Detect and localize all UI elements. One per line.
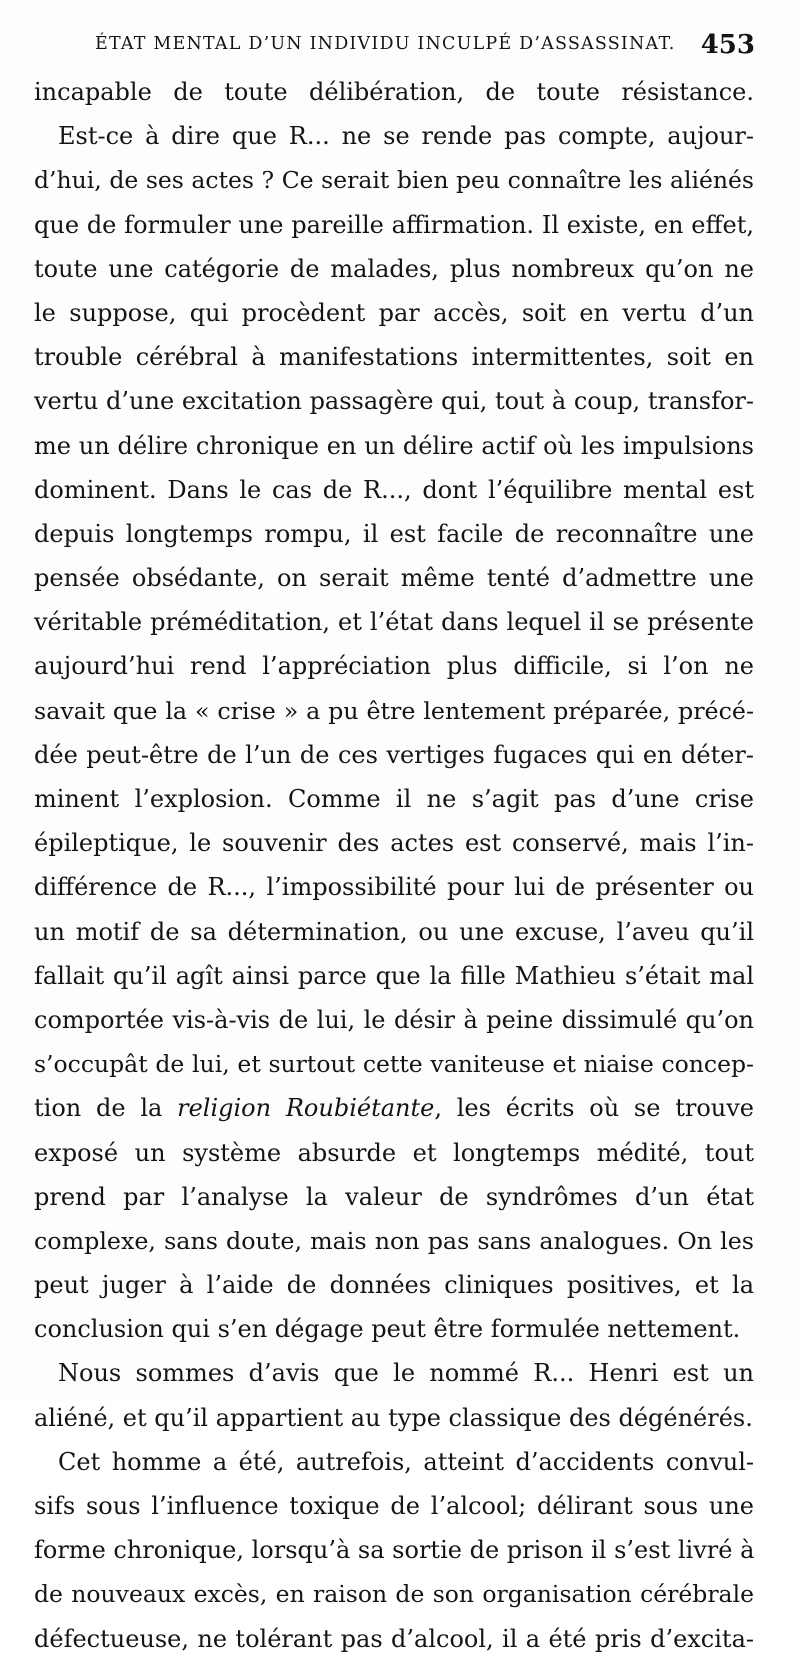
text-line: conclusion qui s’en dégage peut être formulée nettement. [34, 1315, 741, 1344]
text-line: un motif de sa détermination, ou une excuse, l’aveu qu’il [34, 917, 754, 946]
text-run: tion de la [34, 1094, 178, 1123]
text-line: dée peut-être de l’un de ces vertiges fugaces qui en déter- [34, 740, 754, 769]
text-line: toute une catégorie de malades, plus nombreux qu’on ne [34, 254, 754, 283]
text-line: prend par l’analyse la valeur de syndrômes d’un état [34, 1182, 754, 1211]
text-line: trouble cérébral à manifestations intermittentes, soit en [34, 343, 754, 372]
text-line: incapable de toute délibération, de toute résistance. [34, 78, 754, 106]
text-line: dominent. Dans le cas de R..., dont l’équilibre mental est [34, 475, 754, 504]
text-line: que de formuler une pareille affirmation. Il existe, en effet, [34, 210, 754, 239]
text-line: depuis longtemps rompu, il est facile de reconnaître une [34, 519, 754, 548]
text-line: d’hui, de ses actes ? Ce serait bien peu connaître les aliénés [34, 166, 754, 195]
running-title: ÉTAT MENTAL D’UN INDIVIDU INCULPÉ D’ASSASSINAT. [95, 34, 676, 54]
text-line: Cet homme a été, autrefois, atteint d’accidents convul- [58, 1447, 754, 1476]
text-line: sifs sous l’influence toxique de l’alcool; délirant sous une [34, 1492, 754, 1520]
text-line: aujourd’hui rend l’appréciation plus difficile, si l’on ne [34, 652, 754, 681]
text-line: savait que la « crise » a pu être lentement préparée, précé- [34, 696, 754, 725]
text-line: vertu d’une excitation passagère qui, tout à coup, transfor- [34, 387, 754, 416]
text-line: me un délire chronique en un délire actif où les impulsions [34, 431, 754, 460]
text-line: fallait qu’il agît ainsi parce que la fille Mathieu s’était mal [34, 961, 754, 990]
text-line: véritable préméditation, et l’état dans lequel il se présente [34, 608, 754, 637]
italic-title: religion Roubiétante [177, 1094, 435, 1123]
text-line: épileptique, le souvenir des actes est conservé, mais l’in- [34, 829, 754, 858]
text-line: minent l’explosion. Comme il ne s’agit pas d’une crise [34, 785, 754, 813]
text-line: le suppose, qui procèdent par accès, soit en vertu d’un [34, 298, 754, 327]
text-line: pensée obsédante, on serait même tenté d’admettre une [34, 564, 754, 593]
text-line: s’occupât de lui, et surtout cette vaniteuse et niaise concep- [34, 1050, 754, 1079]
body-text [34, 70, 754, 1661]
text-line [34, 1086, 754, 1130]
page-header [95, 30, 755, 62]
text-line: Nous sommes d’avis que le nommé R... Henri est un [58, 1359, 754, 1388]
text-line: défectueuse, ne tolérant pas d’alcool, il a été pris d’excita- [34, 1624, 754, 1653]
text-line: peut juger à l’aide de données cliniques positives, et la [34, 1271, 754, 1300]
text-run: , les écrits où se trouve [434, 1094, 755, 1123]
text-line: complexe, sans doute, mais non pas sans analogues. On les [34, 1226, 754, 1255]
text-line: Est-ce à dire que R... ne se rende pas compte, aujour- [58, 122, 754, 151]
text-line: forme chronique, lorsqu’à sa sortie de prison il s’est livré à [34, 1536, 755, 1565]
text-line: différence de R..., l’impossibilité pour lui de présenter ou [34, 873, 754, 902]
page-number: 453 [700, 30, 755, 60]
text-line: aliéné, et qu’il appartient au type classique des dégénérés. [34, 1403, 753, 1432]
text-line: comportée vis-à-vis de lui, le désir à peine dissimulé qu’on [34, 1005, 754, 1034]
text-line: de nouveaux excès, en raison de son organisation cérébrale [34, 1580, 754, 1609]
text-line: exposé un système absurde et longtemps médité, tout [34, 1138, 754, 1167]
